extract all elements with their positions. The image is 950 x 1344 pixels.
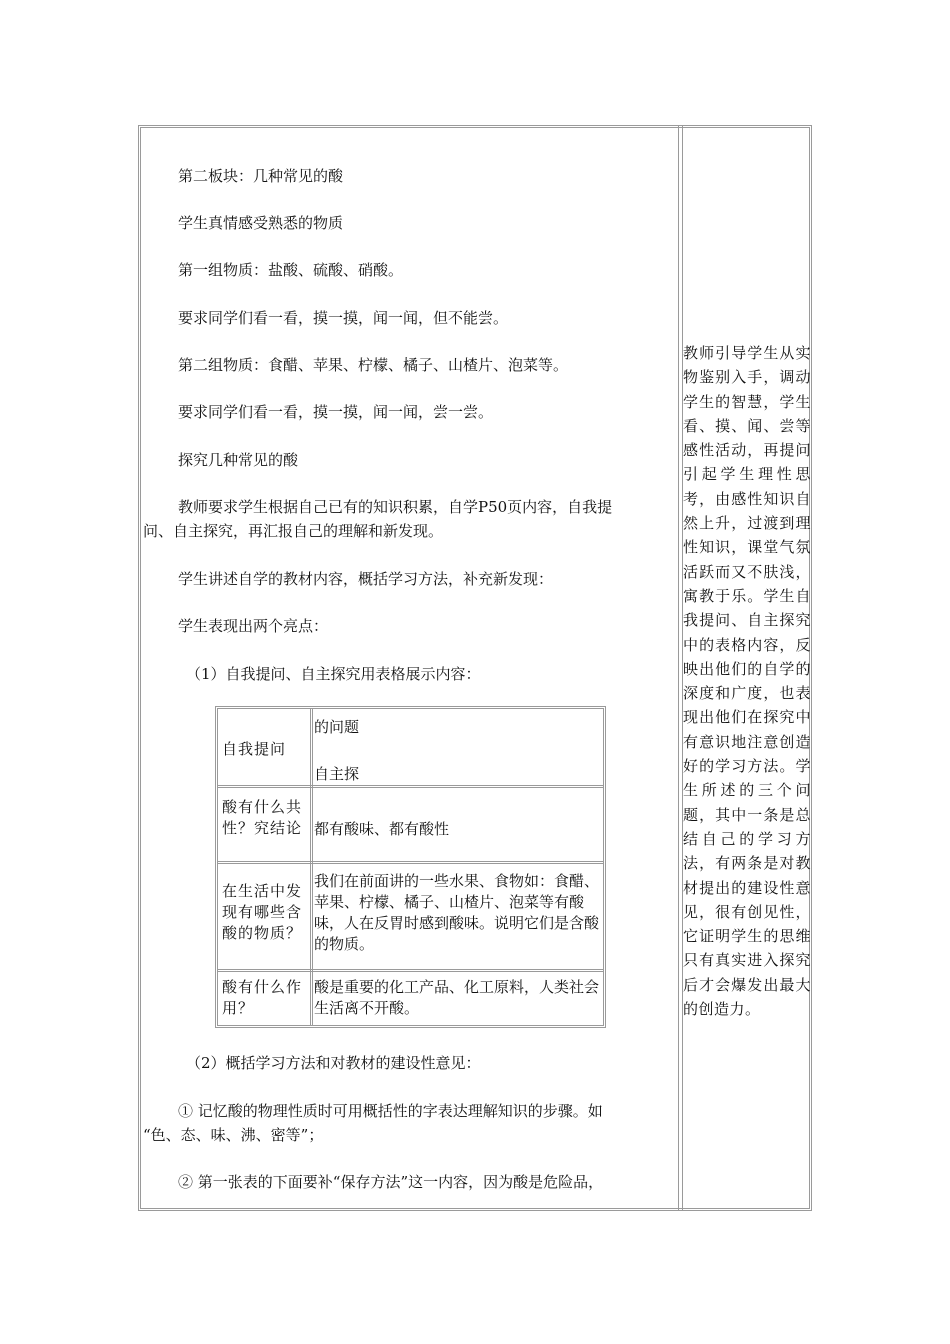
table-column-divider — [310, 709, 313, 1025]
teacher-paragraph-line1: 教师要求学生根据自己已有的知识积累，自学P50页内容，自我提 — [178, 498, 613, 516]
table-row-divider — [218, 861, 603, 864]
teacher-paragraph-line2: 问、自主探究，再汇报自己的理解和新发现。 — [143, 522, 444, 540]
main-line: 学生真情感受熟悉的物质 — [178, 214, 344, 232]
table-header-left: 自我提问 — [222, 740, 287, 758]
main-line: 第一组物质：盐酸、硫酸、硝酸。 — [178, 261, 404, 279]
save-method-line: ② 第一张表的下面要补“保存方法”这一内容，因为酸是危险品， — [178, 1173, 604, 1191]
point-1-label: （1）自我提问、自主探究用表格展示内容： — [186, 665, 481, 683]
table-row-answer: 都有酸味、都有酸性 — [314, 820, 450, 838]
inquiry-table — [215, 706, 606, 1028]
memo-paragraph-line1: ① 记忆酸的物理性质时可用概括性的字表达理解知识的步骤。如 — [178, 1102, 603, 1120]
table-row-divider — [218, 785, 603, 788]
main-line: 要求同学们看一看，摸一摸，闻一闻，但不能尝。 — [178, 309, 509, 327]
table-row-question: 酸有什么作用？ — [222, 978, 303, 1017]
table-row-question: 在生活中发现有哪些含酸的物质？ — [222, 882, 303, 942]
main-line: 要求同学们看一看，摸一摸，闻一闻，尝一尝。 — [178, 403, 494, 421]
memo-paragraph-line2: “色、态、味、沸、密等”； — [143, 1126, 324, 1144]
student-line: 学生表现出两个亮点： — [178, 617, 329, 635]
table-header-right-top: 的问题 — [314, 718, 360, 736]
teacher-commentary: 教师引导学生从实物鉴别入手，调动学生的智慧，学生看、摸、闻、尝等感性活动，再提问引起学生理性思考，由感性知识自然上升，过渡到理性知识，课堂气氛活跃而又不肤浅，寓教于乐。学生自我提问、自主探究中的表格内容，反映出他们的自学的深度和广度，也表现出他们在探究中有意识地注意创造好的学习方法。学生所述的三个问题，其中一条是总结自己的学习方法，有两条是对教材提出的建设性意见，很有创见性，它证明学生的思维只有真实进入探究后才会爆发出最大的创造力。 — [683, 344, 811, 1019]
point-2-label: （2）概括学习方法和对教材的建设性意见： — [186, 1054, 481, 1072]
main-line: 探究几种常见的酸 — [178, 451, 299, 469]
student-line: 学生讲述自学的教材内容，概括学习方法，补充新发现： — [178, 570, 554, 588]
table-row-divider — [218, 969, 603, 972]
table-header-right-bottom: 自主探 — [314, 765, 360, 783]
main-line: 第二组物质：食醋、苹果、柠檬、橘子、山楂片、泡菜等。 — [178, 356, 569, 374]
table-row-question: 酸有什么共性？究结论 — [222, 798, 303, 837]
table-row-answer: 我们在前面讲的一些水果、食物如：食醋、苹果、柠檬、橘子、山楂片、泡菜等有酸味，人在反胃时感到酸味。说明它们是含酸的物质。 — [314, 872, 600, 953]
section-heading: 第二板块：几种常见的酸 — [178, 167, 344, 185]
table-row-answer: 酸是重要的化工产品、化工原料，人类社会生活离不开酸。 — [314, 978, 600, 1017]
